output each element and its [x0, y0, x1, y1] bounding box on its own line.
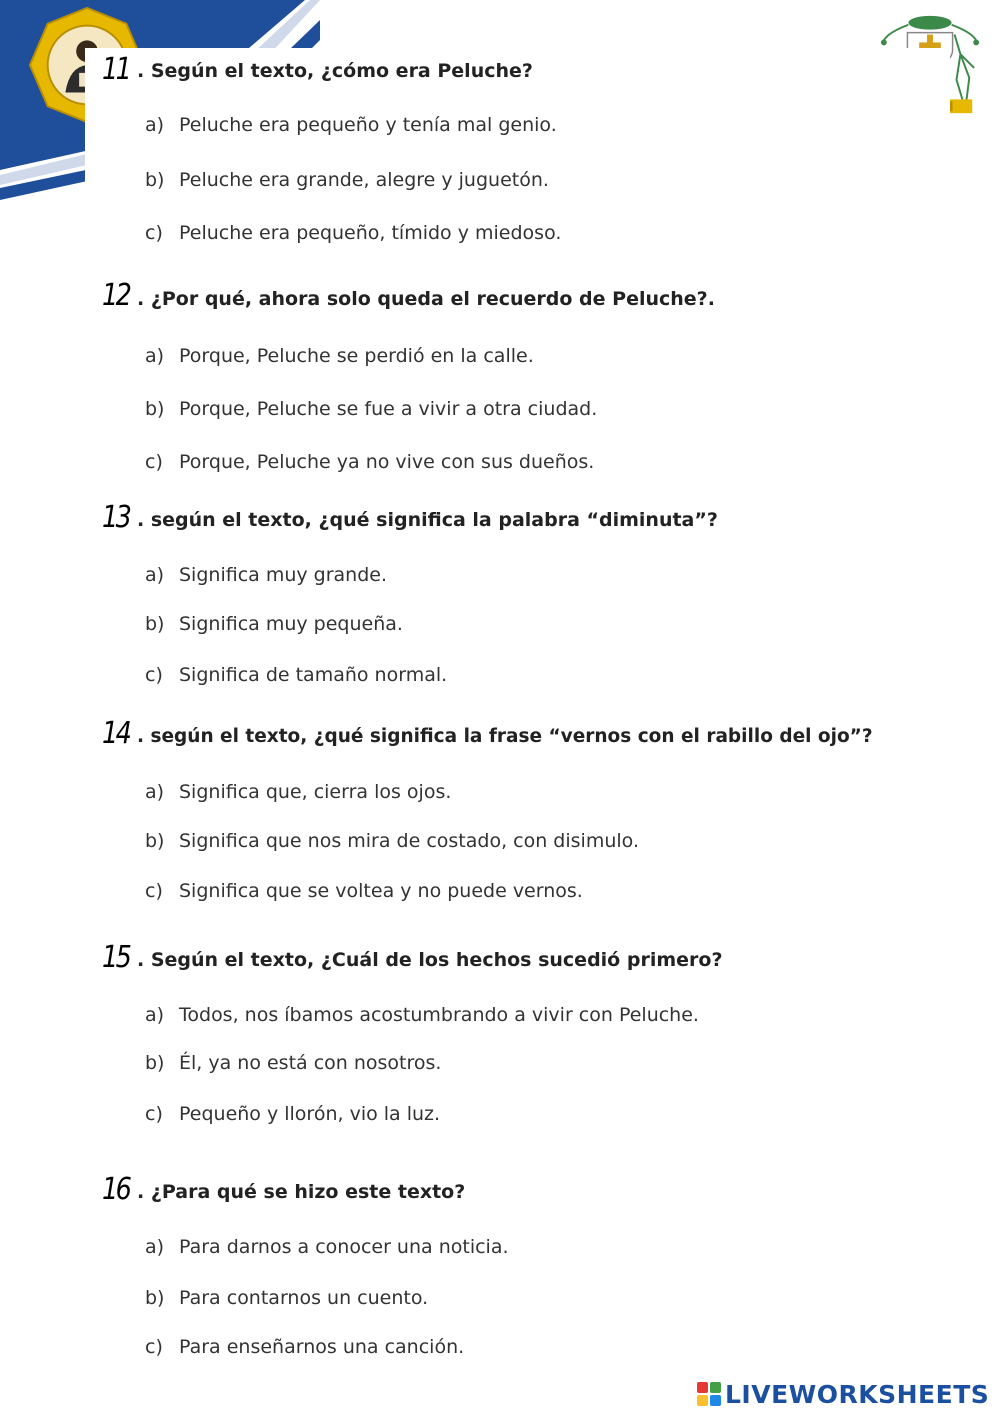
option-letter: b) [145, 613, 165, 635]
option-letter: a) [145, 564, 165, 586]
option-text: Peluche era pequeño, tímido y miedoso. [179, 222, 562, 244]
question-13-option-b[interactable] [145, 613, 403, 635]
question-14-option-a[interactable] [145, 781, 451, 803]
option-text: Para contarnos un cuento. [179, 1287, 429, 1309]
option-letter: a) [145, 781, 165, 803]
question-12-option-c[interactable] [145, 451, 594, 473]
question-11-text: . Según el texto, ¿cómo era Peluche? [137, 60, 533, 82]
option-text: Peluche era pequeño y tenía mal genio. [179, 114, 557, 136]
option-text: Porque, Peluche se perdió en la calle. [179, 345, 534, 367]
option-letter: c) [145, 1103, 163, 1125]
option-text: Porque, Peluche ya no vive con sus dueños. [179, 451, 595, 473]
question-15-text: . Según el texto, ¿Cuál de los hechos sucedió primero? [137, 949, 723, 971]
option-letter: b) [145, 169, 165, 191]
option-letter: c) [145, 880, 163, 902]
option-letter: a) [145, 345, 165, 367]
option-letter: b) [145, 398, 165, 420]
liveworksheets-brand-text: LIVEWORKSHEETS [725, 1379, 990, 1409]
question-11-option-a[interactable] [145, 114, 557, 136]
question-16-option-b[interactable] [145, 1287, 428, 1309]
question-16-option-a[interactable] [145, 1236, 509, 1258]
option-text: Pequeño y llorón, vio la luz. [179, 1103, 441, 1125]
option-text: Significa muy grande. [179, 564, 387, 586]
option-text: Peluche era grande, alegre y juguetón. [179, 169, 549, 191]
option-text: Todos, nos íbamos acostumbrando a vivir con Peluche. [179, 1004, 699, 1026]
question-13-number: 13 [102, 500, 130, 535]
option-letter: c) [145, 451, 163, 473]
option-letter: a) [145, 114, 165, 136]
liveworksheets-icon [697, 1382, 721, 1406]
option-letter: c) [145, 222, 163, 244]
option-text: Para enseñarnos una canción. [179, 1336, 465, 1358]
option-text: Significa muy pequeña. [179, 613, 403, 635]
option-text: Significa que se voltea y no puede vernos. [179, 880, 583, 902]
option-text: Significa de tamaño normal. [179, 664, 448, 686]
question-15-option-b[interactable] [145, 1052, 441, 1074]
question-11-option-b[interactable] [145, 169, 549, 191]
question-13-option-a[interactable] [145, 564, 387, 586]
question-12-text: . ¿Por qué, ahora solo queda el recuerdo de Peluche?. [137, 288, 715, 310]
question-12-number: 12 [102, 278, 130, 313]
option-text: Para darnos a conocer una noticia. [179, 1236, 509, 1258]
option-letter: a) [145, 1236, 165, 1258]
question-12-option-a[interactable] [145, 345, 534, 367]
question-13-option-c[interactable] [145, 664, 447, 686]
question-15-number: 15 [102, 940, 130, 975]
option-text: Porque, Peluche se fue a vivir a otra ciudad. [179, 398, 598, 420]
question-12-option-b[interactable] [145, 398, 597, 420]
option-text: Él, ya no está con nosotros. [179, 1052, 442, 1074]
question-13-text: . según el texto, ¿qué significa la palabra “diminuta”? [137, 509, 718, 531]
question-14-text: . según el texto, ¿qué significa la frase “vernos con el rabillo del ojo”? [137, 726, 873, 747]
option-letter: b) [145, 1287, 165, 1309]
option-text: Significa que nos mira de costado, con disimulo. [179, 830, 639, 852]
question-16-number: 16 [102, 1172, 130, 1207]
question-14-option-c[interactable] [145, 880, 583, 902]
option-letter: a) [145, 1004, 165, 1026]
question-11-option-c[interactable] [145, 222, 561, 244]
option-letter: c) [145, 664, 163, 686]
question-16-option-c[interactable] [145, 1336, 464, 1358]
option-text: Significa que, cierra los ojos. [179, 781, 452, 803]
option-letter: b) [145, 1052, 165, 1074]
question-14-option-b[interactable] [145, 830, 639, 852]
option-letter: b) [145, 830, 165, 852]
option-letter: c) [145, 1336, 163, 1358]
question-14-number: 14 [102, 716, 130, 751]
question-16-text: . ¿Para qué se hizo este texto? [137, 1181, 466, 1203]
question-15-option-c[interactable] [145, 1103, 440, 1125]
liveworksheets-logo[interactable] [697, 1378, 989, 1410]
question-11-number: 11 [102, 52, 130, 87]
question-15-option-a[interactable] [145, 1004, 699, 1026]
